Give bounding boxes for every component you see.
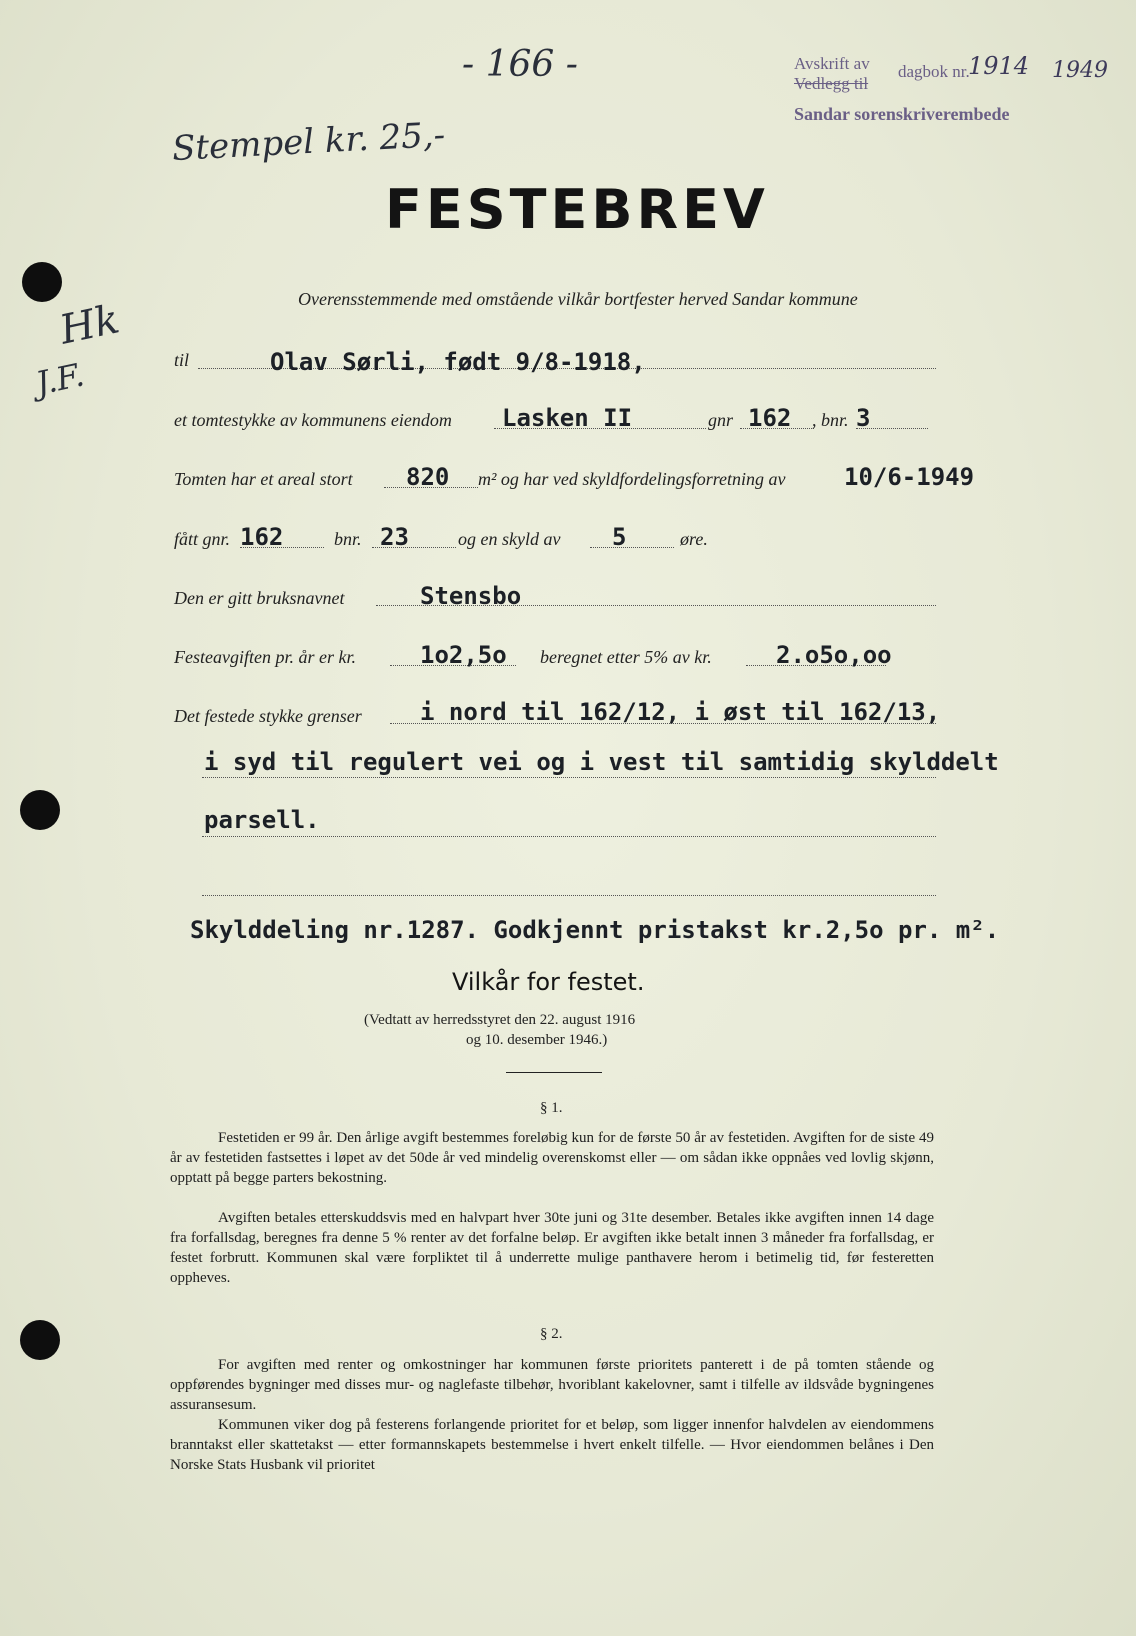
skyld-value: 5	[612, 523, 627, 551]
areal-unit: m² og har ved skyldfordelingsforretning av	[478, 469, 786, 489]
stamp-vedlegg	[794, 74, 868, 94]
vilkar-title: Vilkår for festet.	[452, 968, 645, 996]
fatt-gnr-line	[240, 547, 324, 548]
skylddeling-text: Skylddeling nr.1287. Godkjennt pristakst kr.2,5o pr. m².	[190, 916, 1000, 944]
dagbok-year: 1949	[1052, 58, 1108, 83]
festeavgift-value: 1o2,5o	[420, 641, 507, 669]
stamp-dagbok-label: dagbok nr.	[898, 62, 970, 81]
intro-text: Overensstemmende med omstående vilkår bortfester herved Sandar kommune	[298, 289, 858, 309]
areal-label: Tomten har et areal stort	[174, 469, 353, 489]
margin-initials-1: Hk	[55, 296, 124, 354]
fatt-bnr: 23	[380, 523, 409, 551]
paragraph-3	[170, 1355, 934, 1415]
page-number: - 166 -	[462, 44, 578, 85]
festeavgift-label: Festeavgiften pr. år er kr.	[174, 647, 356, 667]
grenser-text-3: parsell.	[204, 806, 320, 834]
paragraph-1-text: Festetiden er 99 år. Den årlige avgift bestemmes foreløbig kun for de første 50 år av festetiden. Avgiften for de siste 49 år av festetiden fastsettes i løpet av det 50de år ved mindelig overenskomst eller — om sådan ikke oppnåes ved lovlig skjønn, opptatt på begge parters bekostning.	[170, 1130, 934, 1186]
paragraph-2	[170, 1208, 934, 1288]
gnr-label: gnr	[708, 410, 734, 430]
grenser-text-2: i syd til regulert vei og i vest til samtidig skylddelt	[204, 748, 999, 776]
stamp-sorenskriver: Sandar sorenskriverembede	[794, 104, 1010, 124]
grenser-text-1: i nord til 162/12, i øst til 162/13,	[420, 698, 941, 726]
grenser-line-4	[202, 895, 936, 896]
paragraph-2-text: Avgiften betales etterskuddsvis med en halvpart hver 30te juni og 31te desember. Betales ikke avgiften innen 14 dage fra forfallsdag, beregnes fra denne 5 % renter av det forfalne beløp. Er avgiften ikke betalt innen 3 måneder fra forfallsdag, er festet forbrutt. Kommunen skal være forpliktet til å underrette mulige panthavere herom i betimelig tid, før festeretten oppheves.	[170, 1210, 934, 1286]
bnr-value: 3	[856, 404, 871, 432]
paragraph-4-text: Kommunen viker dog på festerens forlangende prioritet for et beløp, som ligger innenfor halvdelen av eiendommens branntakst eller skattetakst — etter formannskapets bestemmelse i hvert enkelt tilfelle. — Hvor eiendommen belånes i Den Norske Stats Husbank vil prioritet	[170, 1417, 934, 1473]
paragraph-3-text: For avgiften med renter og omkostninger har kommunen første prioritets panterett i de på tomten stående og oppførendes bygninger med disses mur- og naglefaste tilbehør, hvoriblant kakelovner, samt i tilfelle av ildsvåde bygningenes assuransesum.	[170, 1357, 934, 1413]
punch-hole-bottom	[20, 1320, 60, 1360]
skyld-line	[590, 547, 674, 548]
grenser-line-2	[202, 777, 936, 778]
document-title: FESTEBREV	[385, 178, 769, 241]
section-2-heading: § 2.	[540, 1326, 563, 1342]
bruksnavn-value: Stensbo	[420, 582, 522, 610]
stamp-avskrift-text: Avskrift av	[794, 54, 870, 73]
til-label: til	[174, 350, 190, 370]
tomt-label: et tomtestykke av kommunens eiendom	[174, 410, 452, 430]
vilkar-divider	[506, 1072, 602, 1073]
forretning-date: 10/6-1949	[844, 463, 975, 491]
stempel-note: Stempel kr. 25,-	[171, 114, 447, 170]
paragraph-4	[170, 1415, 934, 1475]
section-1-heading: § 1.	[540, 1100, 563, 1116]
skyld-label: og en skyld av	[458, 529, 561, 549]
dagbok-number: 1914	[968, 52, 1030, 80]
fatt-gnr: 162	[240, 523, 284, 551]
vilkar-subtitle-1: (Vedtatt av herredsstyret den 22. august 1916	[364, 1012, 636, 1028]
beregnet-value: 2.o5o,oo	[776, 641, 892, 669]
eiendom-value: Lasken II	[502, 404, 633, 432]
bnr-line	[856, 428, 928, 429]
gnr-value: 162	[748, 404, 792, 432]
margin-initials-2: J.F.	[32, 355, 88, 403]
fatt-label: fått gnr.	[174, 529, 231, 549]
til-value: Olav Sørli, født 9/8-1918,	[270, 348, 646, 376]
vilkar-subtitle-2: og 10. desember 1946.)	[466, 1032, 608, 1048]
bruksnavn-label: Den er gitt bruksnavnet	[174, 588, 345, 608]
punch-hole-top	[22, 262, 62, 302]
stamp-avskrift	[794, 54, 870, 74]
stamp-vedlegg-text: Vedlegg til	[794, 74, 869, 93]
punch-hole-middle	[20, 790, 60, 830]
ore-label: øre.	[680, 529, 708, 549]
grenser-label: Det festede stykke grenser	[174, 706, 362, 726]
fatt-bnr-label: bnr.	[334, 529, 362, 549]
beregnet-label: beregnet etter 5% av kr.	[540, 647, 712, 667]
areal-value: 820	[406, 463, 450, 491]
paragraph-1	[170, 1128, 934, 1188]
grenser-line-3	[202, 836, 936, 837]
bnr-label: , bnr.	[812, 410, 849, 430]
